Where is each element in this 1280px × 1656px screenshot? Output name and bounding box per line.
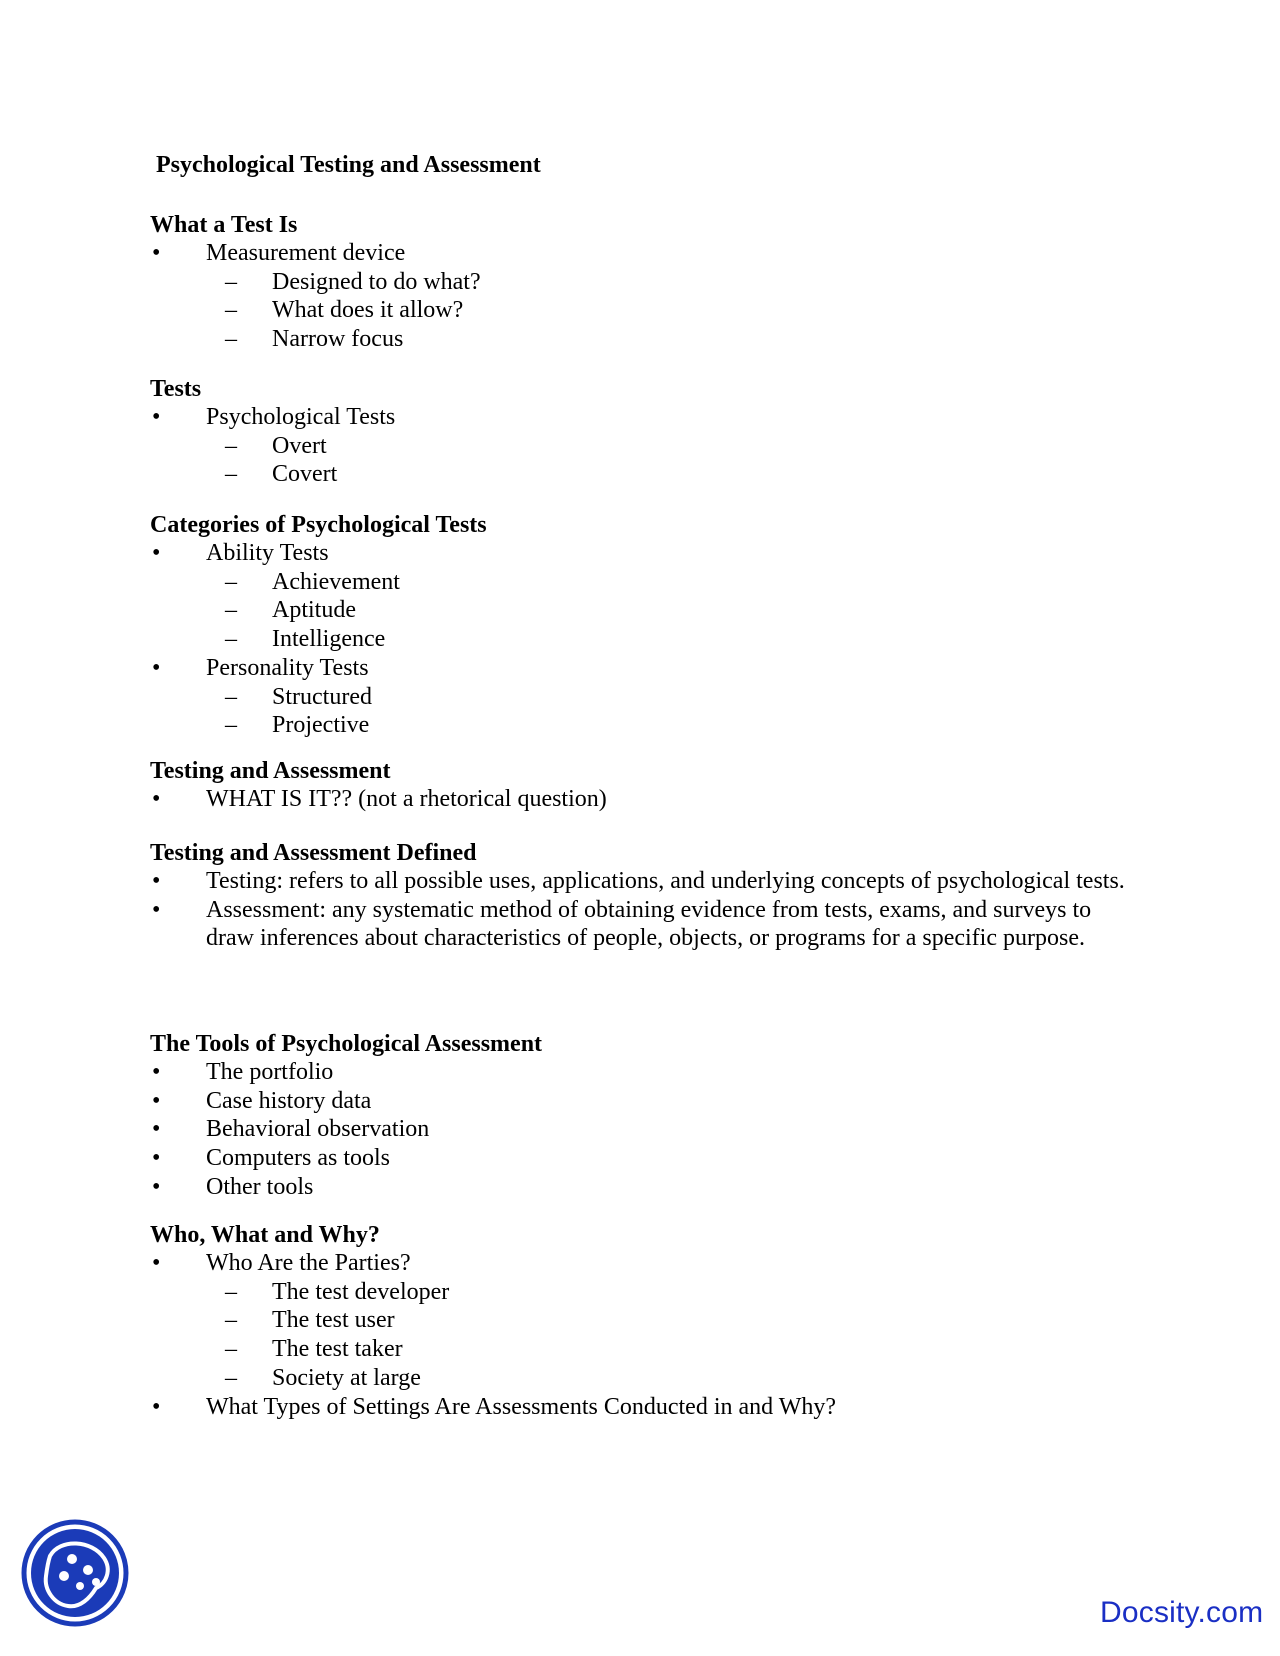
item-text: The test taker <box>272 1336 403 1363</box>
item-text: Ability Tests <box>206 540 329 566</box>
item-text: Assessment: any systematic method of obtaining evidence from tests, exams, and surveys to draw inferences about characteristics of people, objects, or programs for a specific purpose. <box>206 896 1092 952</box>
section-heading: Testing and Assessment <box>150 758 391 784</box>
dash-marker: – <box>225 626 237 653</box>
bullet-item <box>150 1393 1130 1422</box>
bullet-marker: • <box>152 404 161 430</box>
section-heading: Who, What and Why? <box>150 1222 380 1248</box>
bullet-item <box>150 1115 1130 1144</box>
section-testing-and-assessment <box>150 757 1130 814</box>
bullet-item <box>150 239 1130 268</box>
item-text: Who Are the Parties? <box>206 1250 411 1276</box>
sub-item <box>150 325 1130 354</box>
bullet-item <box>150 403 1130 432</box>
sub-item <box>150 1306 1130 1335</box>
item-text: Covert <box>272 461 338 488</box>
bullet-marker: • <box>152 896 161 923</box>
docsity-logo-icon[interactable] <box>20 1518 130 1628</box>
bullet-marker: • <box>152 1116 161 1143</box>
dash-marker: – <box>225 597 237 624</box>
section-tests <box>150 375 1130 489</box>
item-text: WHAT IS IT?? (not a rhetorical question) <box>206 786 607 812</box>
bullet-marker: • <box>152 868 161 894</box>
docsity-brand-link[interactable]: Docsity.com <box>1100 1596 1264 1629</box>
item-text: Behavioral observation <box>206 1116 430 1143</box>
section-testing-and-assessment-defined <box>150 839 1130 953</box>
bullet-item <box>150 654 1130 683</box>
item-text: Overt <box>272 432 327 459</box>
sub-item <box>150 268 1130 297</box>
item-text: Narrow focus <box>272 326 404 353</box>
dash-marker: – <box>225 712 237 739</box>
bullet-item <box>150 896 1130 953</box>
bullet-item <box>150 1249 1130 1278</box>
bullet-item <box>150 1144 1130 1173</box>
bullet-item <box>150 785 1130 814</box>
sub-item <box>150 683 1130 712</box>
section-tools-of-assessment <box>150 1030 1130 1202</box>
sub-item <box>150 432 1130 461</box>
item-text: Designed to do what? <box>272 268 481 295</box>
dash-marker: – <box>225 1336 237 1363</box>
sub-item <box>150 1278 1130 1307</box>
bullet-marker: • <box>152 654 161 681</box>
bullet-item <box>150 867 1130 896</box>
item-text: Intelligence <box>272 626 386 653</box>
section-heading: Tests <box>150 376 202 402</box>
sub-item <box>150 568 1130 597</box>
section-heading: The Tools of Psychological Assessment <box>150 1031 543 1057</box>
bullet-item <box>150 1087 1130 1116</box>
section-heading: Testing and Assessment Defined <box>150 840 477 866</box>
bullet-marker: • <box>152 1250 161 1276</box>
item-text: Measurement device <box>206 240 406 266</box>
dash-marker: – <box>225 1364 237 1391</box>
item-text: The test user <box>272 1307 395 1334</box>
dash-marker: – <box>225 326 237 353</box>
item-text: Projective <box>272 712 370 739</box>
section-categories <box>150 511 1130 740</box>
item-text: Aptitude <box>272 597 356 624</box>
item-text: Computers as tools <box>206 1145 390 1172</box>
item-text: Achievement <box>272 568 400 595</box>
sub-item <box>150 711 1130 740</box>
section-heading: Categories of Psychological Tests <box>150 512 487 538</box>
bullet-item <box>150 539 1130 568</box>
bullet-marker: • <box>152 1393 161 1420</box>
bullet-marker: • <box>152 1145 161 1172</box>
dash-marker: – <box>225 461 237 488</box>
section-who-what-why <box>150 1221 1130 1421</box>
bullet-item <box>150 1058 1130 1087</box>
item-text: What does it allow? <box>272 297 464 324</box>
bullet-marker: • <box>152 540 161 566</box>
item-text: The test developer <box>272 1278 450 1305</box>
item-text: Case history data <box>206 1087 372 1114</box>
item-text: Society at large <box>272 1364 421 1391</box>
bullet-item <box>150 1173 1130 1202</box>
section-what-a-test-is <box>150 211 1130 354</box>
dash-marker: – <box>225 432 237 459</box>
section-heading: What a Test Is <box>150 212 298 238</box>
dash-marker: – <box>225 683 237 710</box>
sub-item <box>150 1364 1130 1393</box>
item-text: What Types of Settings Are Assessments Conducted in and Why? <box>206 1393 837 1420</box>
sub-item <box>150 460 1130 489</box>
bullet-marker: • <box>152 1087 161 1114</box>
bullet-marker: • <box>152 240 161 266</box>
item-text: Testing: refers to all possible uses, applications, and underlying concepts of psychological tests. <box>206 868 1125 894</box>
sub-item <box>150 625 1130 654</box>
bullet-marker: • <box>152 1059 161 1085</box>
item-text: Personality Tests <box>206 654 369 681</box>
item-text: Psychological Tests <box>206 404 396 430</box>
item-text: Other tools <box>206 1173 314 1200</box>
sub-item <box>150 1335 1130 1364</box>
bullet-marker: • <box>152 1173 161 1200</box>
dash-marker: – <box>225 568 237 595</box>
dash-marker: – <box>225 297 237 324</box>
document-title: Psychological Testing and Assessment <box>156 152 541 178</box>
dash-marker: – <box>225 268 237 295</box>
bullet-marker: • <box>152 786 161 812</box>
item-text: The portfolio <box>206 1059 334 1085</box>
item-text: Structured <box>272 683 372 710</box>
sub-item <box>150 296 1130 325</box>
dash-marker: – <box>225 1278 237 1305</box>
dash-marker: – <box>225 1307 237 1334</box>
sub-item <box>150 596 1130 625</box>
